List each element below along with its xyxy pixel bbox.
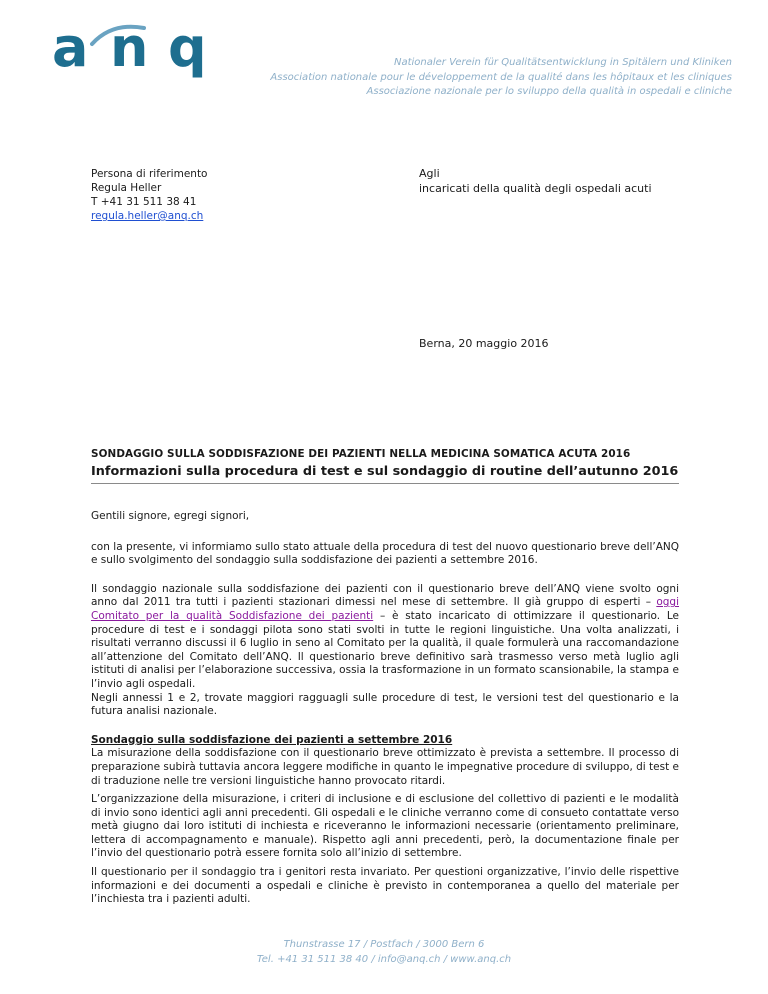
org-name-german: Nationaler Verein für Qualitätsentwicklung in Spitälern und Kliniken [393, 57, 732, 68]
paragraph-organization: L’organizzazione della misurazione, i criteri di inclusione e di esclusione del collettivo di pazienti e le modalità di invio sono identici agli anni precedenti. Gli ospedali e le cliniche verranno come di consueto contattate verso metà giugno dai loro istituti di inchiesta e riceveranno le informazioni necessarie (orientamento preliminare, lettera di accompagnamento e manuale). Rispetto agli anni precedenti, però, la documentazione finale per l’invio del questionario potrà essere fornita solo all’inizio di settembre. [91, 793, 679, 860]
recipient-line-1: Agli [419, 167, 440, 180]
contact-label: Persona di riferimento [91, 168, 208, 180]
paragraph-annexes: Negli annessi 1 e 2, trovate maggiori ragguagli sulle procedure di test, le versioni test del questionario e la futura analisi nazionale. [91, 691, 679, 718]
section-heading: Sondaggio sulla soddisfazione dei pazienti a settembre 2016 [91, 733, 453, 746]
salutation: Gentili signore, egregi signori, [91, 510, 250, 522]
logo-letter-a: a [52, 16, 89, 79]
logo-letter-n: n [110, 16, 149, 79]
paragraph-background-part-2: – è stato incaricato di ottimizzare il questionario. Le procedure di test e i sondaggi pilota sono stati svolti in tutte le regioni linguistiche. Una volta analizzati, i risultati verranno discussi il 6 luglio in seno al Comitato per la qualità, il quale formulerà una raccomandazione all’attenzione del Comitato dell’ANQ. Il questionario breve definitivo sarà trasmesso verso metà luglio agli istituti di analisi per l’elaborazione successiva, ossia la trasformazione in un formato scansionabile, la stampa e l’invio agli ospedali. [91, 609, 680, 690]
letter-body [91, 510, 679, 907]
contact-email-link[interactable]: regula.heller@anq.ch [91, 210, 204, 222]
place-and-date: Berna, 20 maggio 2016 [419, 337, 549, 350]
footer-address: Thunstrasse 17 / Postfach / 3000 Bern 6 [283, 939, 485, 950]
recipient-line-2: incaricati della qualità degli ospedali acuti [419, 181, 652, 195]
contact-name: Regula Heller [91, 182, 162, 194]
paragraph-background-part-1: Il sondaggio nazionale sulla soddisfazione dei pazienti con il questionario breve dell’ANQ viene svolto ogni anno dal 2011 tra tutti i pazienti stazionari dimessi nel mese di settembre. Il già gruppo di esperti – [91, 582, 679, 609]
recipient-block [419, 167, 652, 196]
footer [0, 937, 768, 967]
contact-block [91, 167, 207, 223]
paragraph-intro: con la presente, vi informiamo sullo stato attuale della procedura di test del nuovo questionario breve dell’ANQ e sullo svolgimento del sondaggio sulla soddisfazione dei pazienti a settembre 2016. [91, 540, 679, 567]
organization-names [270, 56, 732, 100]
org-name-french: Association nationale pour le développement de la qualité dans les hôpitaux et les cliniques [270, 71, 732, 83]
footer-contacts: Tel. +41 31 511 38 40 / info@anq.ch / www.anq.ch [256, 954, 512, 965]
org-name-italian: Associazione nazionale per lo sviluppo della qualità in ospedali e cliniche [366, 86, 732, 97]
subject-line-2: Informazioni sulla procedura di test e sul sondaggio di routine dell’autunno 2016 [91, 464, 679, 484]
quality-committee-link[interactable]: oggi Comitato per la qualità Soddisfazione dei pazienti [91, 596, 679, 622]
paragraph-background [91, 583, 679, 692]
contact-phone: T +41 31 511 38 41 [91, 196, 197, 208]
subject-line-1: SONDAGGIO SULLA SODDISFAZIONE DEI PAZIENTI NELLA MEDICINA SOMATICA ACUTA 2016 [91, 448, 631, 460]
logo-letter-q: q [168, 16, 207, 79]
subject-block [91, 448, 679, 484]
paragraph-measurement: La misurazione della soddisfazione con il questionario breve ottimizzato è prevista a settembre. Il processo di preparazione subirà tuttavia ancora leggere modifiche in quanto le impegnative procedure di sviluppo, di test e di traduzione nelle tre versioni linguistiche hanno provocato ritardi. [91, 747, 680, 787]
anq-logo [52, 14, 222, 84]
paragraph-parents-survey: Il questionario per il sondaggio tra i genitori resta invariato. Per questioni organizzative, l’invio delle rispettive informazioni e dei documenti a ospedali e cliniche è previsto in contemporanea a quello del materiale per l’inchiesta tra i pazienti adulti. [91, 866, 679, 906]
